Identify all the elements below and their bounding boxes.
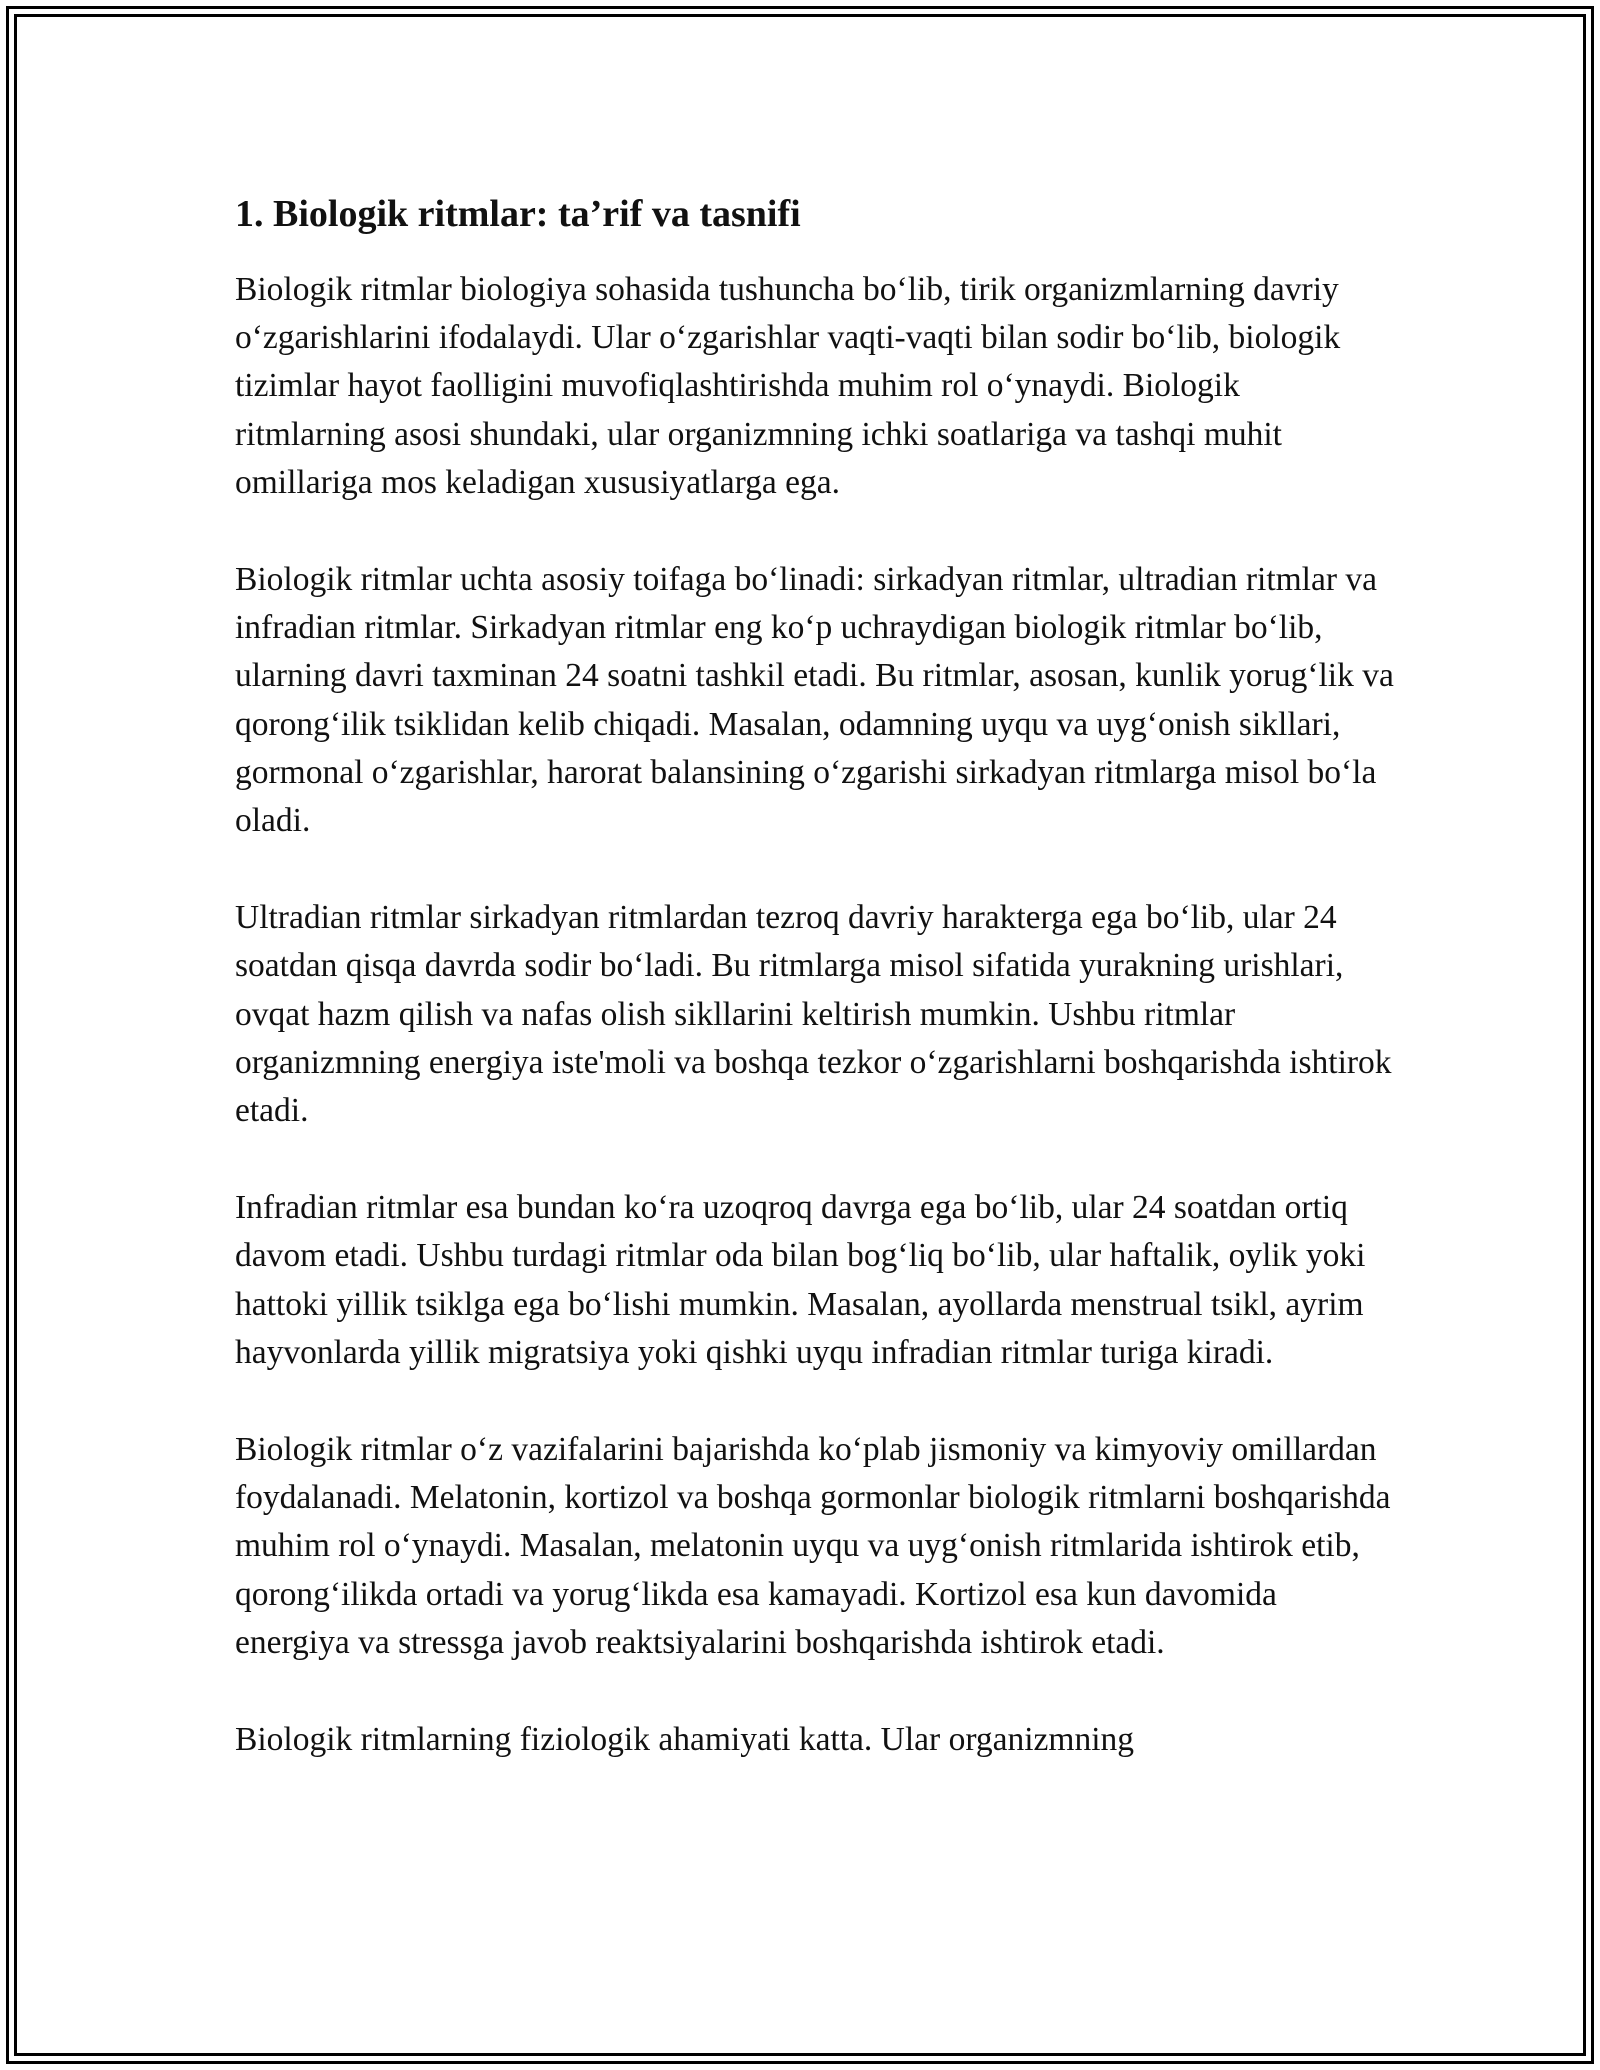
- paragraph-classification: Biologik ritmlar uchta asosiy toifaga bo‘linadi: sirkadyan ritmlar, ultradian ritmlar va infradian ritmlar. Sirkadyan ritmlar eng ko‘p uchraydigan biologik ritmlar bo‘lib, ularning davri taxminan 24 soatni tashkil etadi. Bu ritmlar, asosan, kunlik yorug‘lik va qorong‘ilik tsiklidan kelib chiqadi. Masalan, odamning uyqu va uyg‘onish sikllari, gormonal o‘zgarishlar, harorat balansining o‘zgarishi sirkadyan ritmlarga misol bo‘la oladi.: [235, 561, 1394, 840]
- document-body: [235, 188, 1395, 1813]
- section-title: 1. Biologik ritmlar: ta’rif va tasnifi: [235, 193, 801, 235]
- paragraph-hormones: Biologik ritmlar o‘z vazifalarini bajarishda ko‘plab jismoniy va kimyoviy omillardan foydalanadi. Melatonin, kortizol va boshqa gormonlar biologik ritmlarni boshqarishda muhim rol o‘ynaydi. Masalan, melatonin uyqu va uyg‘onish ritmlarida ishtirok etib, qorong‘ilikda ortadi va yorug‘likda esa kamayadi. Kortizol esa kun davomida energiya va stressga javob reaktsiyalarini boshqarishda ishtirok etadi.: [235, 1431, 1391, 1661]
- paragraph-physiology: Biologik ritmlarning fiziologik ahamiyati katta. Ular organizmning: [235, 1721, 1135, 1759]
- paragraph-infradian: Infradian ritmlar esa bundan ko‘ra uzoqroq davrga ega bo‘lib, ular 24 soatdan ortiq davom etadi. Ushbu turdagi ritmlar oda bilan bog‘liq bo‘lib, ular haftalik, oylik yoki hattoki yillik tsiklga ega bo‘lishi mumkin. Masalan, ayollarda menstrual tsikl, ayrim hayvonlarda yillik migratsiya yoki qishki uyqu infradian ritmlar turiga kiradi.: [235, 1189, 1366, 1371]
- paragraph-ultradian: Ultradian ritmlar sirkadyan ritmlardan tezroq davriy harakterga ega bo‘lib, ular 24 soatdan qisqa davrda sodir bo‘ladi. Bu ritmlarga misol sifatida yurakning urishlari, ovqat hazm qilish va nafas olish sikllarini keltirish mumkin. Ushbu ritmlar organizmning energiya iste'moli va boshqa tezkor o‘zgarishlarni boshqarishda ishtirok etadi.: [235, 899, 1392, 1130]
- paragraph-definition: Biologik ritmlar biologiya sohasida tushuncha bo‘lib, tirik organizmlarning davriy o‘zgarishlarini ifodalaydi. Ular o‘zgarishlar vaqti-vaqti bilan sodir bo‘lib, biologik tizimlar hayot faolligini muvofiqlashtirishda muhim rol o‘ynaydi. Biologik ritmlarning asosi shundaki, ular organizmning ichki soatlariga va tashqi muhit omillariga mos keladigan xususiyatlarga ega.: [235, 271, 1341, 501]
